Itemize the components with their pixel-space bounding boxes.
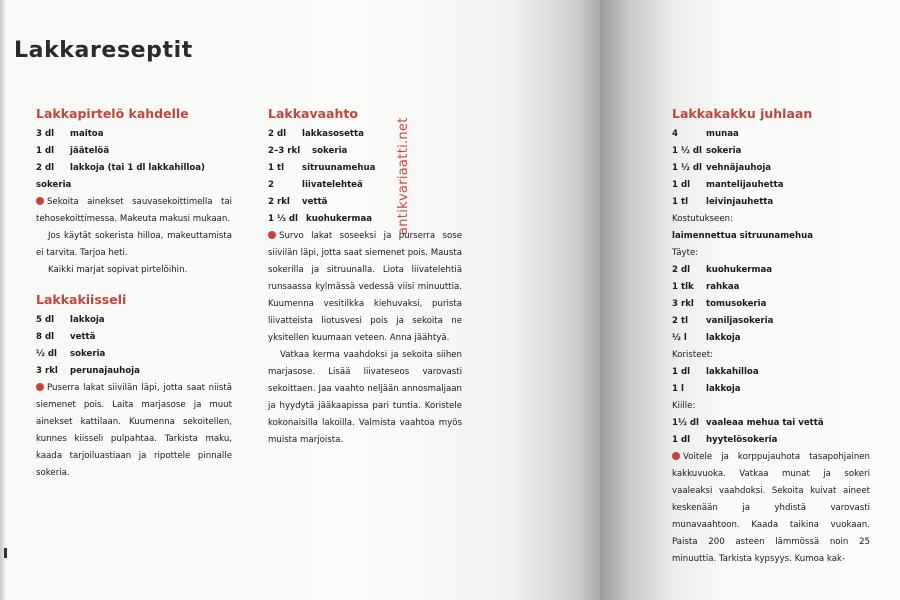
ingredient-qty: 1 dl — [672, 180, 691, 190]
bullet-icon — [268, 231, 276, 239]
instruction-paragraph — [36, 194, 232, 228]
section-label: Kostutukseen: — [672, 214, 733, 224]
ingredient-name: vettä — [70, 332, 96, 342]
ingredient-qty: 2 rkl — [268, 197, 290, 207]
ingredient-name: hyytelösokeria — [706, 435, 778, 445]
ingredient-row — [36, 363, 232, 380]
recipe-title: Lakkakakku juhlaan — [672, 106, 813, 121]
ingredient-row — [672, 415, 870, 432]
ingredient-qty: 1 dl — [36, 146, 55, 156]
ingredient-qty: 1 ½ dl — [672, 146, 702, 156]
ingredient-qty: 2 dl — [672, 265, 691, 275]
instruction-text: Sekoita ainekset sauvasekoittimella tai tehosekoittimessa. Makeuta makusi mukaan. — [36, 197, 232, 224]
ingredient-row — [672, 126, 870, 143]
section-label: Kiille: — [672, 401, 696, 411]
ingredient-name: munaa — [706, 129, 739, 139]
ingredient-row — [268, 126, 462, 143]
ingredient-row — [672, 160, 870, 177]
ingredient-qty: 2 tl — [672, 316, 689, 326]
ingredient-row — [268, 194, 462, 211]
ingredient-name: perunajauhoja — [70, 366, 140, 376]
ingredient-name: sitruunamehua — [302, 163, 376, 173]
ingredient-row — [36, 160, 232, 177]
recipe-pirtelo — [36, 104, 232, 279]
ingredient-row — [672, 313, 870, 330]
ingredient-name: leivinjauhetta — [706, 197, 774, 207]
recipe-title: Lakkakiisseli — [36, 292, 127, 307]
ingredient-qty: 8 dl — [36, 332, 55, 342]
bullet-icon — [36, 383, 44, 391]
ingredient-name: sokeria — [312, 146, 348, 156]
ingredient-row — [672, 296, 870, 313]
recipe-title: Lakkavaahto — [268, 106, 358, 121]
bullet-icon — [672, 452, 680, 460]
ingredient-name: lakkoja — [706, 384, 741, 394]
ingredient-row — [672, 262, 870, 279]
section-label: Täyte: — [672, 248, 699, 258]
instruction-text: Voitele ja korppujauhota tasapohjainen kakkuvuoka. Vatkaa munat ja sokeri vaaleaksi vaahdoksi. Sekoita kuivat aineet keskenään ja yhdistä varovasti munavaahtoon. Kaada taikina vuokaan. Paista 200 asteen lämmössä noin 25 minuuttia. Tarkista kypsyys. Kumoa kak- — [672, 452, 870, 564]
instruction-paragraph: Vatkaa kerma vaahdoksi ja sekoita siihen marjasose. Lisää liivateseos varovasti sekoittaen. Jaa vaahto neljään annosmaljaan ja hyydytä jääkaapissa pari tuntia. Koristele kokonaisilla lakoilla. Valmista vaahtoa myös muista marjoista. — [268, 350, 462, 445]
recipe-kiisseli — [36, 290, 232, 482]
instruction-paragraph — [268, 228, 462, 347]
ingredient-name: lakkoja — [70, 315, 105, 325]
ingredient-name: kuohukermaa — [706, 265, 773, 275]
instruction-paragraph — [36, 380, 232, 482]
ingredient-row — [672, 364, 870, 381]
ingredient-qty: 2 dl — [36, 163, 55, 173]
ingredient-name: jäätelöä — [70, 146, 110, 156]
ingredient-name: kuohukermaa — [306, 214, 373, 224]
ingredient-row — [672, 432, 870, 449]
ingredient-qty: 2–3 rkl — [268, 146, 301, 156]
ingredient-name: tomusokeria — [706, 299, 767, 309]
ingredient-qty: 1 ⅓ dl — [268, 214, 298, 224]
ingredient-name: lakkoja — [706, 333, 741, 343]
recipe-title: Lakkapirtelö kahdelle — [36, 106, 189, 121]
ingredient-row — [36, 346, 232, 363]
ingredient-qty: 1 tl — [672, 197, 689, 207]
page-edge — [0, 0, 6, 600]
ingredient-row — [672, 381, 870, 398]
right-page — [600, 0, 900, 600]
ingredient-name: sokeria — [706, 146, 742, 156]
recipe-kakku — [672, 104, 870, 568]
ingredient-qty: ½ dl — [36, 349, 57, 359]
instruction-paragraph — [672, 449, 870, 568]
ingredient-name: lakkoja (tai 1 dl lakkahilloa) — [70, 163, 205, 173]
ingredient-row — [672, 177, 870, 194]
ingredient-qty: 1½ dl — [672, 418, 699, 428]
ingredient-row — [268, 211, 462, 228]
ingredient-name: sokeria — [70, 349, 106, 359]
section-label: Koristeet: — [672, 350, 714, 360]
ingredient-qty: 1 tl — [268, 163, 285, 173]
ingredient-row — [36, 312, 232, 329]
ingredient-name: lakkahilloa — [706, 367, 759, 377]
page-title: Lakkareseptit — [14, 38, 193, 63]
ingredient-name: vettä — [302, 197, 328, 207]
instruction-text: Puserra lakat siivilän läpi, jotta saat niistä siemenet pois. Laita marjasose ja muut ainekset kattilaan. Kuumenna sekoitellen, kunnes kiisseli pulpahtaa. Tarkista maku, kaada tarjoiluastiaan ja ripottele pinnalle sokeria. — [36, 383, 232, 478]
ingredient-row — [672, 279, 870, 296]
ingredient-row — [268, 160, 462, 177]
ingredient-qty: 1 dl — [672, 367, 691, 377]
watermark-text: antikvariaatti.net — [396, 117, 411, 235]
ingredient-name: liivatelehteä — [302, 180, 363, 190]
instruction-paragraph: Jos käytät sokerista hilloa, makeuttamista ei tarvita. Tarjoa heti. — [36, 231, 232, 258]
ingredient-qty: ½ l — [672, 333, 687, 343]
ingredient-qty: 1 ½ dl — [672, 163, 702, 173]
ingredient-name: maitoa — [70, 129, 104, 139]
page-edge-mark — [4, 548, 7, 558]
ingredient-name: vehnäjauhoja — [706, 163, 772, 173]
ingredient-row — [672, 194, 870, 211]
ingredient-name: vaaleaa mehua tai vettä — [706, 418, 824, 428]
ingredient-qty: 1 dl — [672, 435, 691, 445]
ingredient-name: vaniljasokeria — [706, 316, 774, 326]
ingredient-name: mantelijauhetta — [706, 180, 784, 190]
instruction-text: Survo lakat soseeksi ja purserra sose siivilän läpi, jotta saat siemenet pois. Mausta sokerilla ja sitruunalla. Liota liivatelehtiä runsaassa kylmässä vedessä viisi minuuttia. Kuumenna vesitilkka kiehuvaksi, purista liivatteista liotusvesi pois ja sekoita ne yksitellen kuumaan veteen. Anna jäähtyä. — [268, 231, 462, 343]
ingredient-row — [672, 330, 870, 347]
ingredient-row — [36, 126, 232, 143]
ingredient-name: rahkaa — [706, 282, 740, 292]
ingredient-qty: 2 dl — [268, 129, 287, 139]
ingredient-qty: 3 dl — [36, 129, 55, 139]
ingredient-extra: sokeria — [36, 180, 72, 190]
bullet-icon — [36, 197, 44, 205]
ingredient-row — [36, 329, 232, 346]
ingredient-extra: laimennettua sitruunamehua — [672, 231, 814, 241]
ingredient-name: lakkasosetta — [302, 129, 364, 139]
ingredient-qty: 1 l — [672, 384, 684, 394]
ingredient-qty: 2 — [268, 180, 274, 190]
ingredient-row — [36, 143, 232, 160]
recipe-vaahto — [268, 104, 462, 449]
instruction-paragraph: Kaikki marjat sopivat pirtelöihin. — [48, 265, 188, 275]
ingredient-row — [268, 143, 462, 160]
ingredient-qty: 4 — [672, 129, 678, 139]
ingredient-row — [268, 177, 462, 194]
ingredient-qty: 1 tlk — [672, 282, 694, 292]
ingredient-qty: 3 rkl — [36, 366, 58, 376]
ingredient-qty: 5 dl — [36, 315, 55, 325]
ingredient-qty: 3 rkl — [672, 299, 694, 309]
ingredient-row — [672, 143, 870, 160]
